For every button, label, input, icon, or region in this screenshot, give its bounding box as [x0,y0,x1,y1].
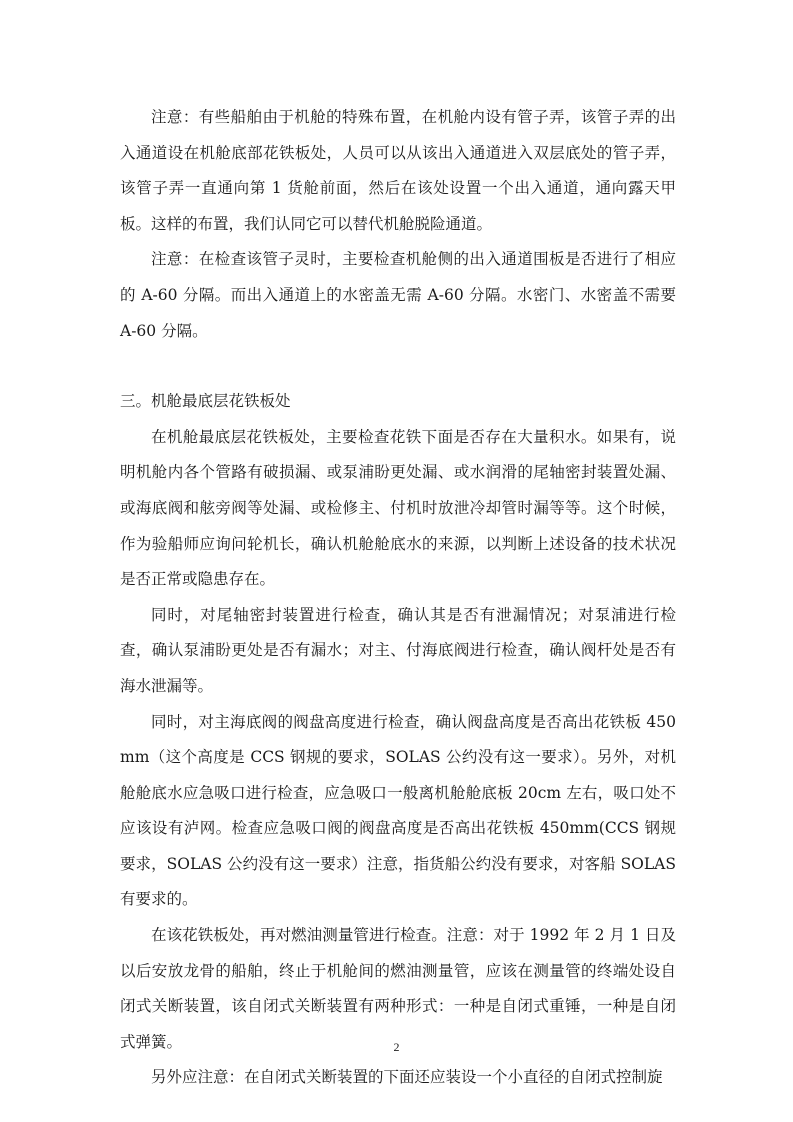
paragraph-sea-valve-height: 同时，对主海底阀的阀盘高度进行检查，确认阀盘高度是否高出花铁板 450mm（这个高度是 CCS 钢规的要求，SOLAS 公约没有这一要求）。另外，对机舱舱底水应急吸口进行检查，应急吸口一般离机舱舱底板 20cm 左右，吸口处不应该设有泸网。检查应急吸口阀的阀盘高度是否高出花铁板 450mm(CCS 钢规要求，SOLAS 公约没有这一要求）注意，指货船公约没有要求，对客船 SOLAS 有要求的。 [120,712,676,909]
paragraph-seal-check: 同时，对尾轴密封装置进行检查，确认其是否有泄漏情况；对泵浦进行检查，确认泵浦盼更处是否有漏水；对主、付海底阀进行检查，确认阀杆处是否有海水泄漏等。 [120,605,676,695]
paragraph-sounding-pipe: 在该花铁板处，再对燃油测量管进行检查。注意：对于 1992 年 2 月 1 日及以后安放龙骨的船舶，终止于机舱间的燃油测量管，应该在测量管的终端处设自闭式关断装置，该自闭式关断装置有两种形式：一种是自闭式重锤，一种是自闭式弹簧。 [120,926,676,1051]
page-number: 2 [393,1040,400,1054]
section-spacer [120,349,676,384]
paragraph-self-closing-note: 另外应注意：在自闭式关断装置的下面还应装设一个小直径的自闭式控制旋 [151,1068,663,1087]
document-body [120,100,676,1096]
paragraph-bilge-water: 在机舱最底层花铁板处，主要检查花铁下面是否存在大量积水。如果有，说明机舱内各个管路有破损漏、或泵浦盼更处漏、或水润滑的尾轴密封装置处漏、或海底阀和舷旁阀等处漏、或检修主、付机时放泄冷却管时漏等等。这个时候，作为验船师应询问轮机长，确认机舱舱底水的来源，以判断上述设备的技术状况是否正常或隐患存在。 [120,427,676,589]
section-heading: 三。机舱最底层花铁板处 [120,392,291,411]
paragraph-pipe-tunnel-note: 注意：有些船舶由于机舱的特殊布置，在机舱内设有管子弄，该管子弄的出入通道设在机舱底部花铁板处，人员可以从该出入通道进入双层底处的管子弄，该管子弄一直通向第 1 货舱前面，然后在该处设置一个出入通道，通向露天甲板。这样的布置，我们认同它可以替代机舱脱险通道。 [120,108,676,233]
paragraph-a60-note: 注意：在检查该管子灵时，主要检查机舱侧的出入通道围板是否进行了相应的 A-60 分隔。而出入通道上的水密盖无需 A-60 分隔。水密门、水密盖不需要 A-60 分隔。 [120,250,676,340]
